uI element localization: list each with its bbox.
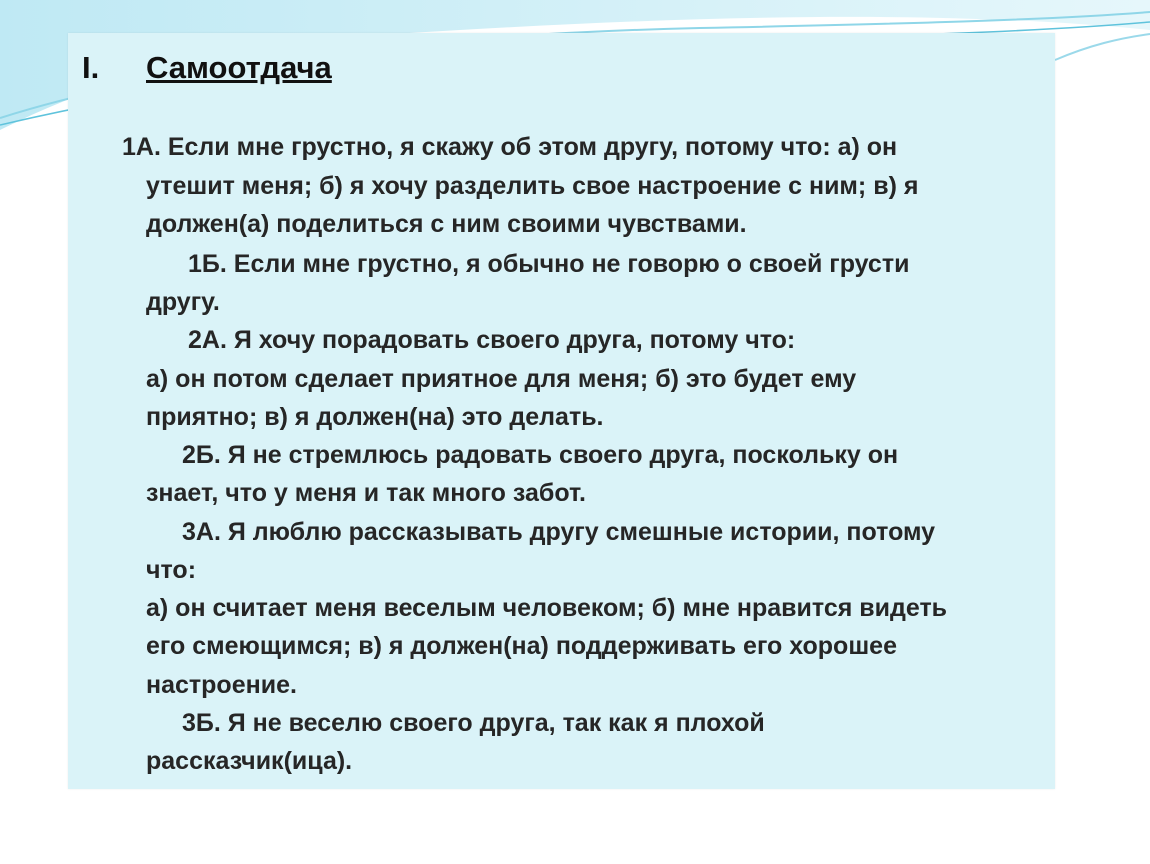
paragraph-line-1a: 1А. Если мне грустно, я скажу об этом другу, потому что: а) он [122, 133, 898, 161]
paragraph-line: должен(а) поделиться с ним своими чувствами. [146, 210, 747, 238]
paragraph-line: настроение. [146, 671, 297, 699]
paragraph-line: а) он потом сделает приятное для меня; б) это будет ему [146, 365, 857, 393]
paragraph-line-2a: 2А. Я хочу порадовать своего друга, потому что: [188, 326, 796, 354]
paragraph-line: приятно; в) я должен(на) это делать. [146, 403, 604, 431]
paragraph-line-1b: 1Б. Если мне грустно, я обычно не говорю о своей грусти [188, 250, 910, 278]
paragraph-line-2b: 2Б. Я не стремлюсь радовать своего друга, поскольку он [182, 441, 899, 469]
paragraph-line: другу. [146, 288, 220, 316]
paragraph-line: что: [146, 556, 197, 584]
section-number: I. [82, 50, 100, 85]
paragraph-line: знает, что у меня и так много забот. [146, 479, 586, 507]
paragraph-line: а) он считает меня веселым человеком; б) мне нравится видеть [146, 594, 948, 622]
paragraph-line: утешит меня; б) я хочу разделить свое настроение с ним; в) я [146, 172, 919, 200]
paragraph-line-3a: 3А. Я люблю рассказывать другу смешные истории, потому [182, 518, 936, 546]
section-title: Самоотдача [146, 50, 332, 85]
paragraph-line: рассказчик(ица). [146, 747, 353, 775]
paragraph-line-3b: 3Б. Я не веселю своего друга, так как я плохой [182, 709, 765, 737]
paragraph-line: его смеющимся; в) я должен(на) поддерживать его хорошее [146, 632, 897, 660]
